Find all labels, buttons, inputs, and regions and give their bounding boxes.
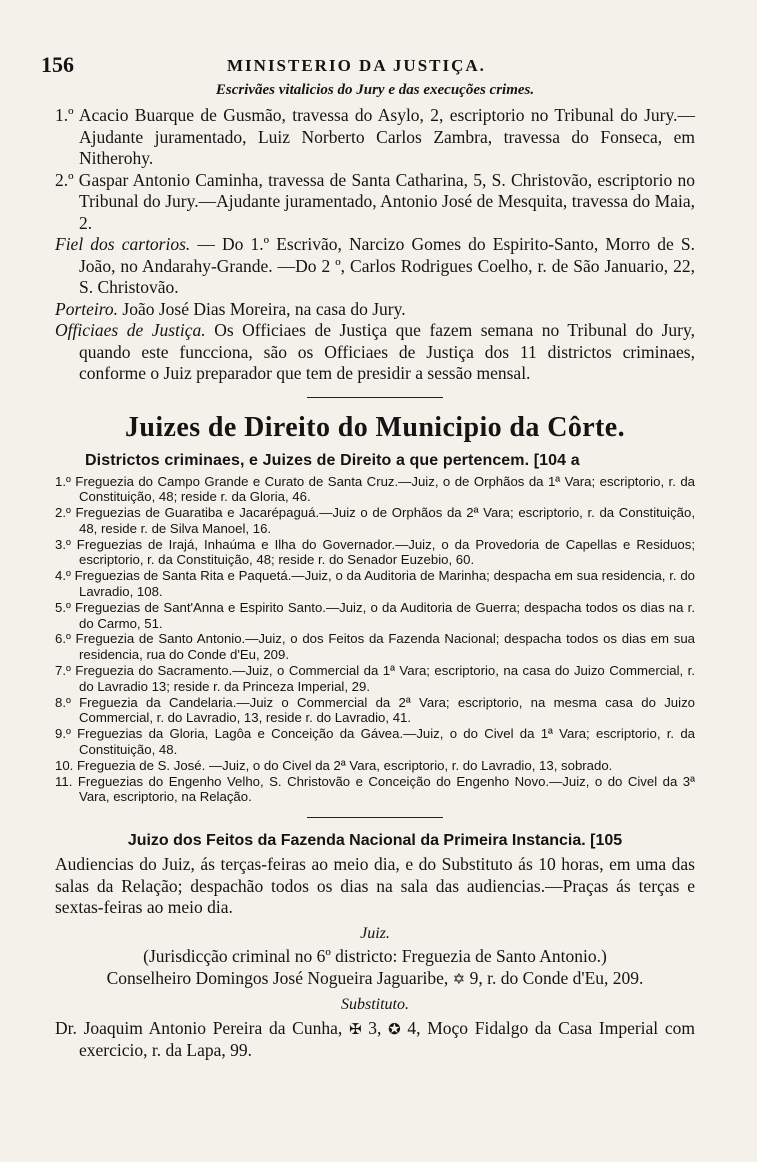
juiz-name: Conselheiro Domingos José Nogueira Jaguaribe, (106, 967, 453, 988)
district-entry: 4.º Freguezias de Santa Rita e Paquetá.—Juiz, o da Auditoria de Marinha; despacha em sua residencia, r. do Lavradio, 108. (55, 568, 695, 600)
section-divider (307, 397, 443, 398)
audiencias-text: Audiencias do Juiz, ás terças-feiras ao meio dia, e do Substituto ás 10 horas, em uma das salas da Relação; despachão todos os dias na sala das audiencias.—Praças ás terças e sextas-feiras ao meio dia. (55, 854, 695, 918)
escrivao-entry: 1.º Acacio Buarque de Gusmão, travessa do Asylo, 2, escriptorio no Tribunal do Jury.—Ajudante juramentado, Luiz Norberto Carlos Zambra, travessa do Fonseca, em Nitherohy. (55, 105, 695, 168)
district-entry: 8.º Freguezia da Candelaria.—Juiz o Commercial da 2ª Vara; escriptorio, na mesma casa do Juizo Commercial, r. do Lavradio, 13, reside r. do Lavradio, 41. (55, 694, 695, 726)
substituto-details: 4, Moço Fidalgo da Casa Imperial com exercicio, r. da Lapa, 99. (79, 1017, 695, 1061)
fiel-text: — Do 1.º Escrivão, Narcizo Gomes do Espirito-Santo, Morro de S. João, no Andarahy-Grande. —Do 2 º, Carlos Rodrigues Coelho, r. de São Januario, 22, S. Christovão. (79, 234, 695, 297)
juizes-title: Juizes de Direito do Municipio da Côrte. (124, 411, 625, 443)
fazenda-heading: Juizo dos Feitos da Fazenda Nacional da Primeira Instancia. [105 (127, 832, 623, 850)
officiaes-label: Officiaes de Justiça. (55, 320, 206, 340)
jurisdiccao-text: (Jurisdicção criminal no 6º districto: Freguezia de Santo Antonio.) (143, 946, 607, 967)
escrivaes-section (55, 105, 695, 385)
district-entry: 5.º Freguezias de Sant'Anna e Espirito Santo.—Juiz, o da Auditoria de Guerra; despacha todos os dias na r. do Carmo, 51. (55, 599, 695, 631)
fiel-label: Fiel dos cartorios. (55, 234, 191, 254)
juiz-address: 9, r. do Conde d'Eu, 209. (465, 967, 644, 988)
officiaes-text: Os Officiaes de Justiça que fazem semana no Tribunal do Jury, quando este funcciona, são os Officiaes de Justiça dos 11 districtos criminaes, conforme o Juiz preparador que tem de presidir a sessão mensal. (79, 320, 695, 383)
fiel-entry (55, 234, 695, 299)
page-number: 156 (41, 52, 74, 77)
district-entry: 2.º Freguezias de Guaratiba e Jacarépaguá.—Juiz o de Orphãos da 2ª Vara; escriptorio, r. da Constituição, 48, reside r. de Silva Manoel, 16. (55, 505, 695, 536)
substituto-name: Dr. Joaquim Antonio Pereira da Cunha, (55, 1017, 349, 1038)
porteiro-text: João José Dias Moreira, na casa do Jury. (118, 298, 406, 319)
substituto-label: Substituto. (340, 996, 409, 1014)
porteiro-label: Porteiro. (55, 298, 119, 319)
medal-order-icon: ✪ (388, 1019, 401, 1038)
districts-list (55, 474, 695, 806)
district-entry: 11. Freguezias do Engenho Velho, S. Christovão e Conceição do Engenho Novo.—Juiz, o do Civel da 3ª Vara, escriptorio, na Relação. (55, 773, 695, 805)
districts-heading: Districtos criminaes, e Juizes de Direito a que pertencem. [104 a (85, 451, 580, 469)
district-entry: 9.º Freguezias da Gloria, Lagôa e Conceição da Gávea.—Juiz, o do Civel da 1ª Vara; escriptorio, r. da Constituição, 48. (55, 726, 695, 758)
section-divider (307, 817, 443, 818)
officiaes-entry (55, 320, 695, 385)
district-entry: 1.º Freguezia do Campo Grande e Curato de Santa Cruz.—Juiz, o de Orphãos da 1ª Vara; escriptorio, r. da Constituição, 48; reside r. da Gloria, 46. (55, 473, 695, 505)
district-entry: 10. Freguezia de S. José. —Juiz, o do Civel da 2ª Vara, escriptorio, r. do Lavradio, 13, sobrado. (55, 757, 613, 773)
district-entry: 6.º Freguezia de Santo Antonio.—Juiz, o dos Feitos da Fazenda Nacional; despacha todos os dias em sua residencia, rua do Conde d'Eu, 209. (55, 631, 695, 663)
star-of-david-icon: ✡ (452, 969, 466, 988)
escrivaes-heading: Escrivães vitalicios do Jury e das execuções crimes. (215, 82, 535, 98)
document-page (41, 52, 695, 1062)
juiz-name-line (55, 968, 695, 991)
substituto-entry (55, 1018, 695, 1062)
substituto-order-number: 3, (361, 1017, 389, 1038)
escrivao-entry: 2.º Gaspar Antonio Caminha, travessa de Santa Catharina, 5, S. Christovão, escriptorio no Tribunal do Jury.—Ajudante juramentado, Antonio José de Mesquita, travessa do Maia, 2. (55, 169, 695, 233)
page-header (41, 52, 695, 86)
district-entry: 7.º Freguezia do Sacramento.—Juiz, o Commercial da 1ª Vara; escriptorio, na casa do Juizo Commercial, r. do Lavradio 13; reside r. da Princeza Imperial, 29. (55, 663, 695, 694)
district-entry: 3.º Freguezias de Irajá, Inhaúma e Ilha do Governador.—Juiz, o da Provedoria de Capellas e Residuos; escriptorio, r. da Constituição, 48; reside r. do Senador Euzebio, 60. (55, 536, 695, 568)
juiz-label: Juiz. (360, 924, 390, 942)
porteiro-entry (55, 299, 695, 321)
running-head: MINISTERIO DA JUSTIÇA. (227, 56, 486, 75)
cross-order-icon: ✠ (348, 1019, 362, 1038)
fazenda-section (55, 854, 695, 1062)
